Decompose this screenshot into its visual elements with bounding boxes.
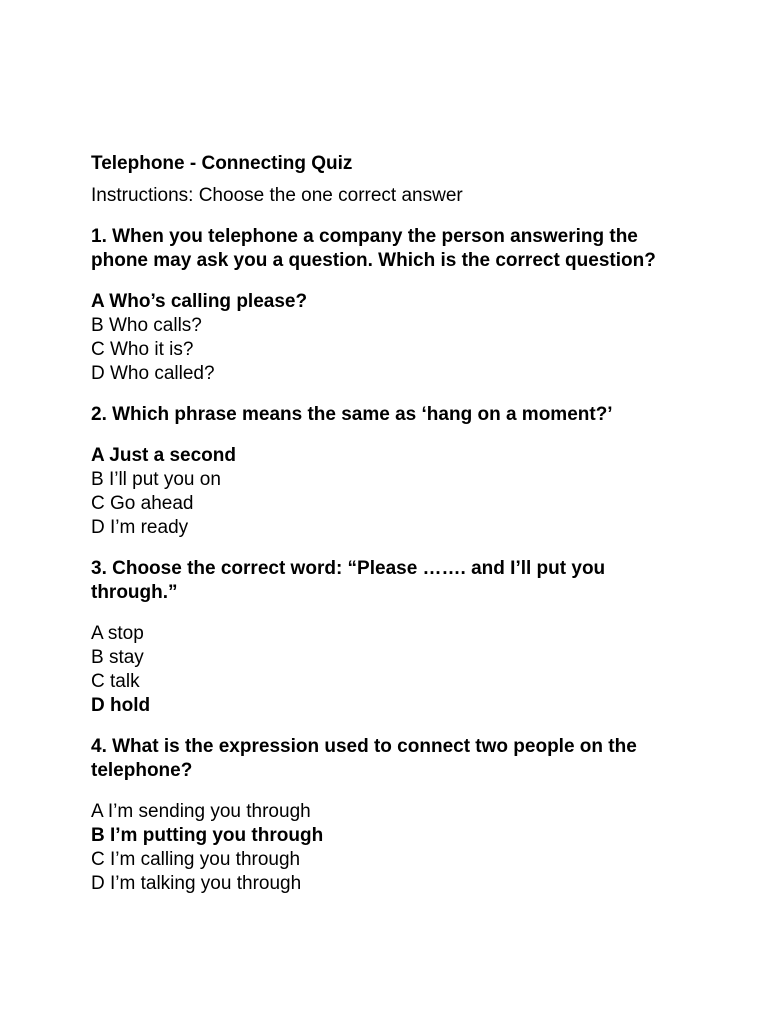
- answer-option: C talk: [91, 671, 140, 692]
- answer-option: B I’ll put you on: [91, 469, 221, 490]
- question-block: [91, 557, 691, 718]
- answer-options: [91, 290, 691, 386]
- quiz-title: Telephone - Connecting Quiz: [91, 153, 353, 174]
- answer-option: C Who it is?: [91, 339, 194, 360]
- question-text: 3. Choose the correct word: “Please ……. and I’ll put you through.”: [91, 558, 606, 603]
- question-text: 2. Which phrase means the same as ‘hang on a moment?’: [91, 404, 613, 425]
- answer-option: C Go ahead: [91, 493, 194, 514]
- answer-option-correct: A Who’s calling please?: [91, 291, 308, 312]
- question-text: 4. What is the expression used to connect two people on the telephone?: [91, 736, 637, 781]
- answer-option: D Who called?: [91, 363, 215, 384]
- answer-option-correct: B I’m putting you through: [91, 825, 324, 846]
- question-block: [91, 225, 691, 386]
- answer-options: [91, 800, 691, 896]
- answer-options: [91, 622, 691, 718]
- answer-option-correct: A Just a second: [91, 445, 237, 466]
- question-block: [91, 403, 691, 540]
- answer-option: D I’m talking you through: [91, 873, 302, 894]
- question-text: 1. When you telephone a company the person answering the phone may ask you a question. Which is the correct question?: [91, 226, 656, 271]
- answer-option-correct: D hold: [91, 695, 151, 716]
- answer-option: A stop: [91, 623, 144, 644]
- question-block: [91, 735, 691, 896]
- answer-option: B Who calls?: [91, 315, 202, 336]
- answer-option: B stay: [91, 647, 144, 668]
- answer-option: C I’m calling you through: [91, 849, 301, 870]
- quiz-document: [91, 152, 691, 896]
- answer-options: [91, 444, 691, 540]
- quiz-instructions: Instructions: Choose the one correct answer: [91, 185, 463, 206]
- answer-option: D I’m ready: [91, 517, 189, 538]
- answer-option: A I’m sending you through: [91, 801, 311, 822]
